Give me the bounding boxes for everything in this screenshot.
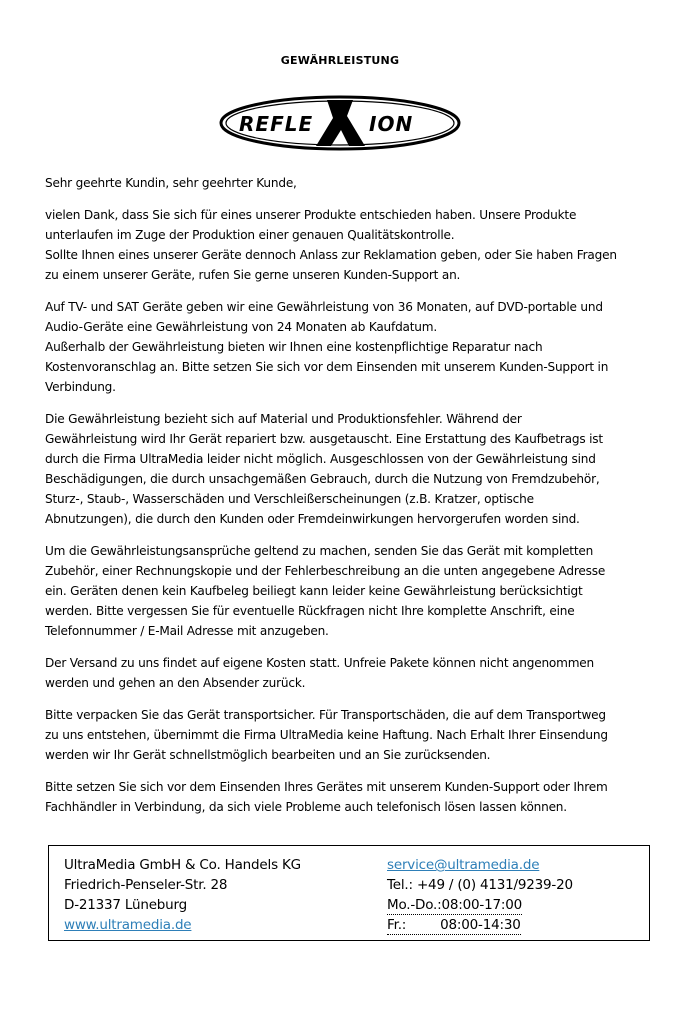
hours-weekday: Mo.-Do.:08:00-17:00 (387, 897, 522, 913)
paragraph-intro: vielen Dank, dass Sie sich für eines unserer Produkte entschieden haben. Unsere Produkte unterlaufen im Zuge der Produktion einer genauen Qualitätskontrolle. Sollte Ihnen eines unserer Geräte dennoch Anlass zur Reklamation geben, oder Sie haben Fragen zu einem unserer Geräte, rufen Sie gerne unseren Kunden-Support an. (45, 208, 617, 282)
city-address: D-21337 Lüneburg (64, 897, 188, 913)
hours-friday: Fr.: 08:00-14:30 (387, 917, 521, 933)
website-link[interactable]: www.ultramedia.de (64, 917, 192, 933)
paragraph-support: Bitte setzen Sie sich vor dem Einsenden Ihres Gerätes mit unserem Kunden-Support oder Ihrem Fachhändler in Verbindung, da sich viele Probleme auch telefonisch lösen lassen können. (45, 780, 608, 814)
document-title: GEWÄHRLEISTUNG (280, 54, 400, 67)
phone-number: Tel.: +49 / (0) 4131/9239-20 (387, 877, 573, 893)
svg-text:REFLE: REFLE (239, 112, 314, 136)
svg-text:ION: ION (369, 112, 414, 136)
document-body (45, 173, 645, 829)
paragraph-warranty-scope: Die Gewährleistung bezieht sich auf Material und Produktionsfehler. Während der Gewährleistung wird Ihr Gerät repariert bzw. ausgetauscht. Eine Erstattung des Kaufbetrags ist durch die Firma UltraMedia leider nicht möglich. Ausgeschlossen von der Gewährleistung sind Beschädigungen, die durch unsachgemäßen Gebrauch, durch die Nutzung von Fremdzubehör, Sturz-, Staub-, Wasserschäden und Verschleißerscheinungen (z.B. Kratzer, optische Abnutzungen), die durch den Kunden oder Fremdeinwirkungen hervorgerufen worden sind. (45, 412, 603, 526)
email-link[interactable]: service@ultramedia.de (387, 857, 540, 873)
address-column (64, 855, 301, 935)
street-address: Friedrich-Penseler-Str. 28 (64, 877, 228, 893)
contact-box (48, 845, 650, 941)
paragraph-claims: Um die Gewährleistungsansprüche geltend zu machen, senden Sie das Gerät mit kompletten Zubehör, einer Rechnungskopie und der Fehlerbeschreibung an die unten angegebene Adresse ein. Geräten denen kein Kaufbeleg beiliegt kann leider keine Gewährleistung berücksichtigt werden. Bitte vergessen Sie für eventuelle Rückfragen nicht Ihre komplette Anschrift, eine Telefonnummer / E-Mail Adresse mit anzugeben. (45, 544, 606, 638)
reflexion-logo (219, 94, 461, 152)
paragraph-packaging: Bitte verpacken Sie das Gerät transportsicher. Für Transportschäden, die auf dem Transportweg zu uns entstehen, übernimmt die Firma UltraMedia keine Haftung. Nach Erhalt Ihrer Einsendung werden wir Ihr Gerät schnellstmöglich bearbeiten und an Sie zurücksenden. (45, 708, 608, 762)
paragraph-shipping: Der Versand zu uns findet auf eigene Kosten statt. Unfreie Pakete können nicht angenommen werden und gehen an den Absender zurück. (45, 656, 594, 690)
company-name: UltraMedia GmbH & Co. Handels KG (64, 857, 301, 873)
contact-column (387, 855, 573, 935)
greeting: Sehr geehrte Kundin, sehr geehrter Kunde, (45, 176, 297, 190)
paragraph-warranty-period: Auf TV- und SAT Geräte geben wir eine Gewährleistung von 36 Monaten, auf DVD-portable und Audio-Geräte eine Gewährleistung von 24 Monaten ab Kaufdatum. Außerhalb der Gewährleistung bieten wir Ihnen eine kostenpflichtige Reparatur nach Kostenvoranschlag an. Bitte setzen Sie sich vor dem Einsenden mit unserem Kunden-Support in Verbindung. (45, 300, 609, 394)
